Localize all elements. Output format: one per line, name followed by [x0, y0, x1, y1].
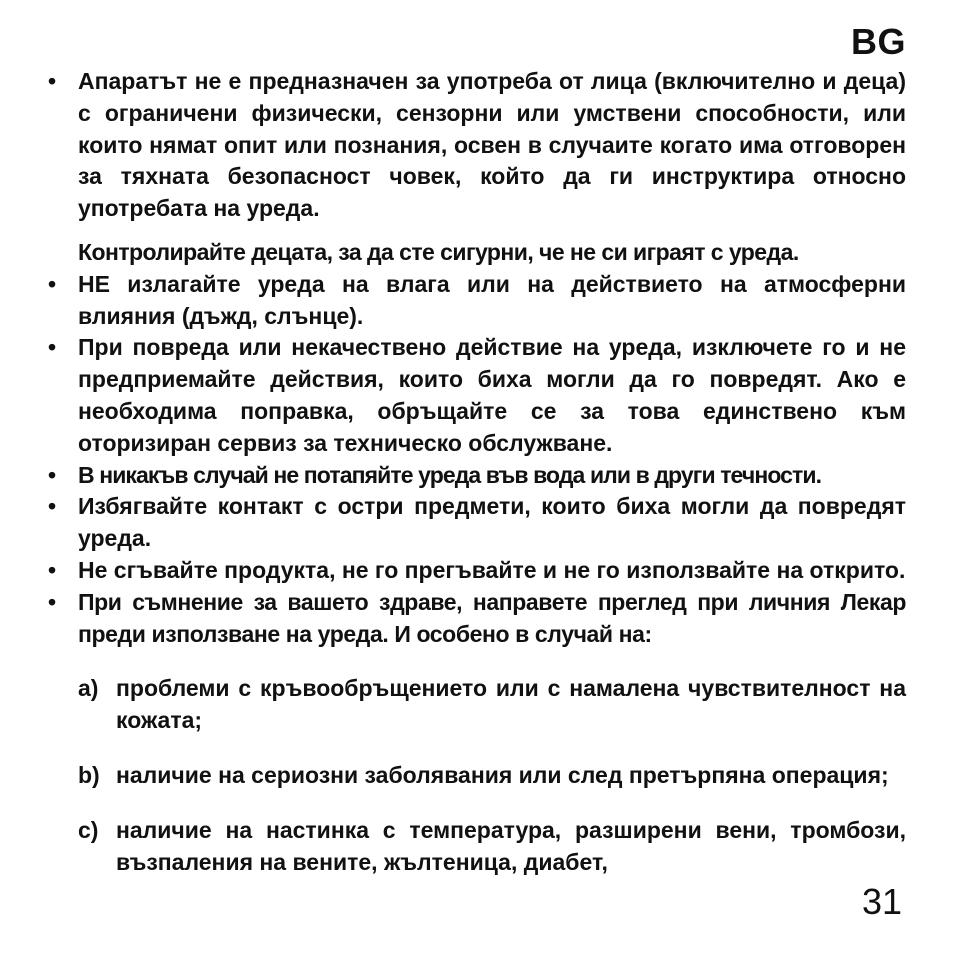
sub-list-marker: b)	[78, 761, 100, 788]
bullet: •	[48, 556, 57, 583]
bullet: •	[48, 588, 57, 615]
list-item-text: При съмнение за вашето здраве, направете преглед при личния Лекар преди използване на уреда. И особено в случай на:	[78, 588, 906, 647]
list-item	[46, 587, 906, 651]
list-item	[46, 332, 906, 459]
list-item-continuation	[46, 237, 906, 269]
sub-list-item	[46, 673, 906, 737]
sub-list-marker: a)	[78, 675, 99, 702]
bullet: •	[48, 334, 57, 361]
sub-list-item-text: наличие на настинка с температура, разширени вени, тромбози, възпаления на вените, жълтеница, диабет,	[116, 816, 906, 875]
sub-list-item	[46, 760, 906, 792]
list-item-text: В никакъв случай не потапяйте уреда във вода или в други течности.	[78, 461, 822, 488]
list-item	[46, 269, 906, 333]
list-item-text: Апаратът не е предназначен за употреба от лица (включително и деца) с ограничени физически, сензорни или умствени способности, или които нямат опит или познания, освен в случаите когато има отговорен за тяхната безопасност човек, който да ги инструктира относно употребата на уреда.	[78, 68, 906, 222]
list-item	[46, 66, 906, 225]
sub-list-item-text: проблеми с кръвообръщението или с намалена чувствителност на кожата;	[116, 675, 906, 734]
bullet: •	[48, 68, 57, 94]
language-code: BG	[851, 21, 906, 62]
list-item	[46, 555, 906, 587]
instructions-text	[46, 66, 906, 901]
bullet: •	[48, 461, 57, 488]
list-item-text: НЕ излагайте уреда на влага или на действието на атмосферни влияния (дъжд, слънце).	[78, 270, 906, 329]
sub-list-item-text: наличие на сериозни заболявания или след претърпяна операция;	[116, 761, 889, 788]
sub-list-item	[46, 815, 906, 879]
sub-list-marker: c)	[78, 816, 99, 843]
list-item-text: Контролирайте децата, за да сте сигурни, че не си играят с уреда.	[78, 238, 799, 265]
bullet: •	[48, 270, 57, 297]
list-item-text: При повреда или некачествено действие на уреда, изключете го и не предприемайте действия, които биха могли да го повредят. Ако е необходима поправка, обръщайте се за това единствено към оторизиран сервиз за техническо обслужване.	[78, 334, 906, 456]
list-item	[46, 460, 906, 492]
list-item-text: Не сгъвайте продукта, не го прегъвайте и не го използвайте на открито.	[78, 556, 906, 583]
page-number: 31	[861, 881, 902, 922]
list-item-text: Избягвайте контакт с остри предмети, които биха могли да повредят уреда.	[78, 493, 906, 552]
list-item	[46, 491, 906, 555]
bullet: •	[48, 493, 57, 520]
